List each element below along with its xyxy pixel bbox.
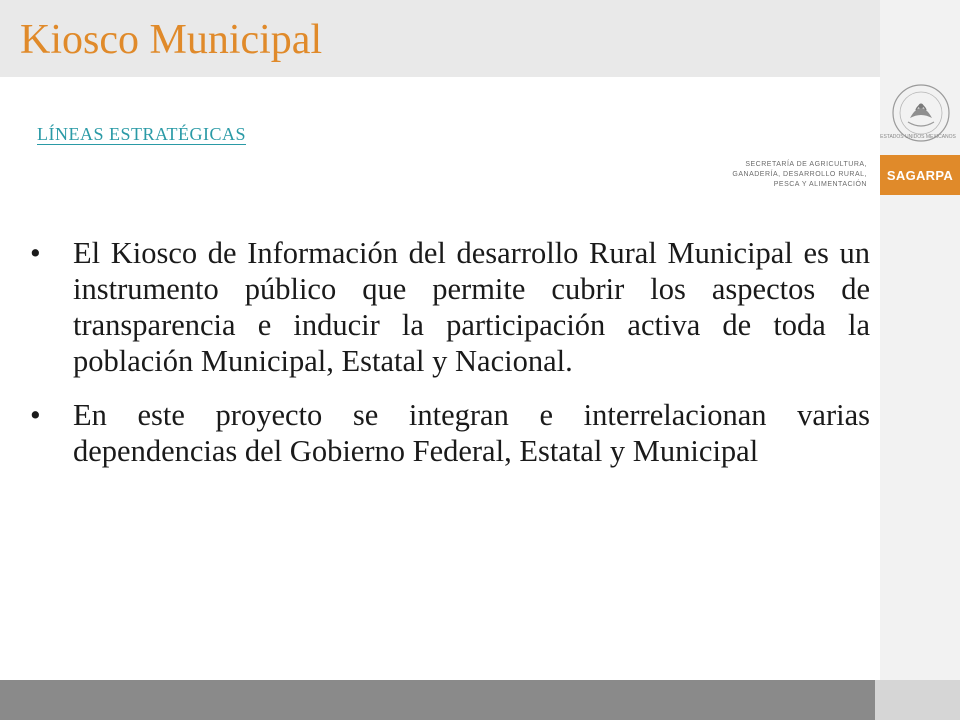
title-bar [0, 0, 880, 77]
footer-bar [0, 680, 875, 720]
slide-title: Kiosco Municipal [20, 17, 323, 63]
agency-name [700, 160, 867, 190]
agency-line: SECRETARÍA DE AGRICULTURA, [745, 161, 867, 168]
list-item [30, 397, 870, 469]
bullet-list [30, 235, 870, 487]
bullet-icon: • [30, 236, 41, 270]
agency-line: GANADERÍA, DESARROLLO RURAL, [732, 171, 867, 178]
sagarpa-logo-badge: SAGARPA [880, 155, 960, 195]
bullet-icon: • [30, 398, 41, 432]
bullet-text: El Kiosco de Información del desarrollo Rural Municipal es un instrumento público que permite cubrir los aspectos de transparencia e inducir la participación activa de toda la población Municipal, Estatal y Nacional. [73, 236, 870, 378]
bullet-text: En este proyecto se integran e interrelacionan varias dependencias del Gobierno Federal, Estatal y Municipal [73, 398, 870, 468]
footer-corner [875, 680, 960, 720]
seal-caption: ESTADOS UNIDOS MEXICANOS [880, 134, 956, 140]
agency-line: PESCA Y ALIMENTACIÓN [773, 181, 867, 188]
list-item [30, 235, 870, 379]
section-heading-link[interactable]: LÍNEAS ESTRATÉGICAS [37, 124, 247, 144]
